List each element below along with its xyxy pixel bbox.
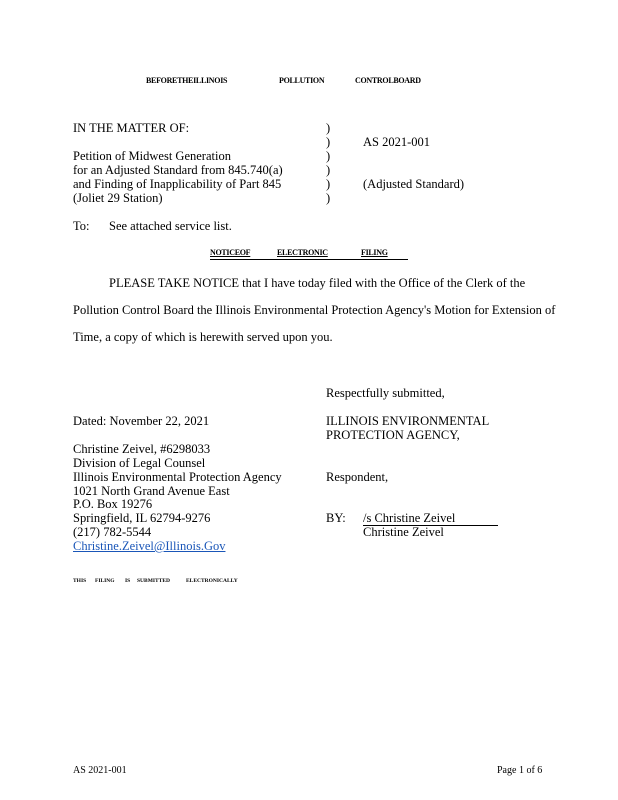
header-title-part3: CONTROLBOARD <box>355 76 421 85</box>
notice-heading-part1: NOTICEOF <box>210 248 251 257</box>
body-line-3: Time, a copy of which is herewith served upon you. <box>73 330 333 344</box>
signer-name: Christine Zeivel <box>363 525 444 539</box>
note-word: FILING <box>95 578 115 584</box>
note-word: SUBMITTED <box>137 578 171 584</box>
note-word: THIS <box>73 578 87 584</box>
counsel-agency: Illinois Environmental Protection Agency <box>73 470 282 484</box>
to-text: See attached service list. <box>109 219 232 233</box>
counsel-email-wrap <box>73 539 225 553</box>
in-the-matter-label: IN THE MATTER OF: <box>73 121 190 135</box>
case-type: (Adjusted Standard) <box>363 177 465 191</box>
agency-name-line-2: PROTECTION AGENCY, <box>326 428 460 442</box>
counsel-phone: (217) 782-5544 <box>73 525 152 539</box>
note-word: ELECTRONICALLY <box>186 578 238 584</box>
body-line-1: PLEASE TAKE NOTICE that I have today filed with the Office of the Clerk of the <box>109 276 526 290</box>
caption-paren: ) <box>326 121 331 135</box>
caption-paren: ) <box>326 191 331 205</box>
signature-line <box>363 511 498 526</box>
caption-paren: ) <box>326 177 331 191</box>
footer-page-number: Page 1 of 6 <box>497 765 543 776</box>
header-title-part2: POLLUTION <box>279 76 325 85</box>
petition-line-4: (Joliet 29 Station) <box>73 191 163 205</box>
counsel-city: Springfield, IL 62794-9276 <box>73 511 211 525</box>
body-line-2: Pollution Control Board the Illinois Environmental Protection Agency's Motion for Extension of <box>73 303 556 317</box>
respondent-label: Respondent, <box>326 470 389 484</box>
petition-line-2: for an Adjusted Standard from 845.740(a) <box>73 163 283 177</box>
header-title-part1: BEFORETHEILLINOIS <box>146 76 228 85</box>
caption-paren: ) <box>326 163 331 177</box>
signature-text: /s Christine Zeivel <box>363 511 498 526</box>
notice-heading-part2: ELECTRONIC <box>277 248 328 257</box>
counsel-email-link[interactable]: Christine.Zeivel@Illinois.Gov <box>73 539 226 553</box>
caption-paren: ) <box>326 149 331 163</box>
petition-line-3: and Finding of Inapplicability of Part 845 <box>73 177 282 191</box>
footer-case-number: AS 2021-001 <box>73 765 127 776</box>
respectfully-submitted: Respectfully submitted, <box>326 386 445 400</box>
by-label: BY: <box>326 511 346 525</box>
to-label: To: <box>73 219 90 233</box>
counsel-name: Christine Zeivel, #6298033 <box>73 442 211 456</box>
counsel-po-box: P.O. Box 19276 <box>73 497 153 511</box>
case-number: AS 2021-001 <box>363 135 431 149</box>
agency-name-line-1: ILLINOIS ENVIRONMENTAL <box>326 414 490 428</box>
note-word: IS <box>125 578 131 584</box>
notice-heading-underline <box>210 259 408 260</box>
dated: Dated: November 22, 2021 <box>73 414 210 428</box>
caption-paren: ) <box>326 135 331 149</box>
counsel-street: 1021 North Grand Avenue East <box>73 484 230 498</box>
petition-line-1: Petition of Midwest Generation <box>73 149 231 163</box>
notice-heading-part3: FILING <box>361 248 388 257</box>
counsel-division: Division of Legal Counsel <box>73 456 206 470</box>
